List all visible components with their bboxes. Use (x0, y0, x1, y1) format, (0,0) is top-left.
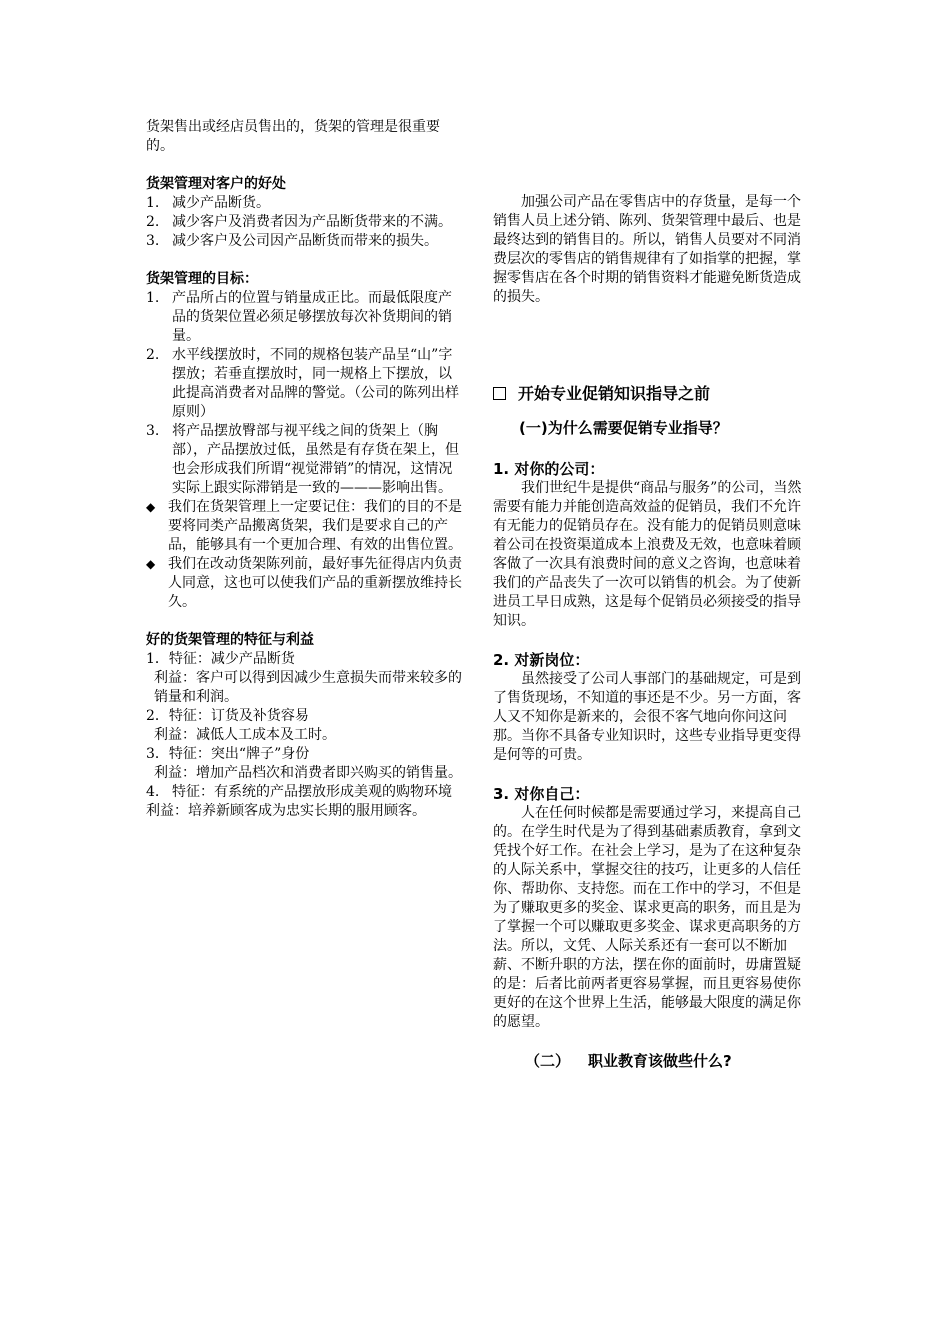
feature-line: 3．特征：突出“牌子”身份 (146, 746, 310, 762)
features-list (146, 650, 464, 821)
benefit-line: 利益：培养新顾客成为忠实长期的服用顾客。 (146, 803, 426, 819)
point-heading: 1. 对你的公司： (493, 460, 605, 478)
intro-paragraph: 货架售出或经店员售出的，货架的管理是很重要的。 (146, 119, 440, 154)
subsection-title: （二） 职业教育该做些什么? (525, 1052, 732, 1070)
feature-line: 2．特征：订货及补货容易 (146, 708, 309, 724)
right-column (493, 193, 811, 1071)
features-heading: 好的货架管理的特征与利益 (146, 632, 314, 648)
point-paragraph: 人在任何时候都是需要通过学习，来提高自己的。在学生时代是为了得到基础素质教育，拿到文凭找个好工作。在社会上学习，是为了在这种复杂的人际关系中，掌握交往的技巧，让更多的人信任你、帮助你、支持您。而在工作中的学习，不但是为了赚取更多的奖金、谋求更高的职务，而且是为了掌握一个可以赚取更多奖金、谋求更高职务的方法。所以，文凭、人际关系还有一套可以不断加薪、不断升职的方法，摆在你的面前时，毋庸置疑的是：后者比前两者更容易掌握，而且更容易使你更好的在这个世界上生活，能够最大限度的满足你的愿望。 (493, 805, 801, 1030)
point-paragraph: 虽然接受了公司人事部门的基础规定，可是到了售货现场，不知道的事还是不少。另一方面，客人又不知你是新来的，会很不客气地向你问这问那。当你不具备专业知识时，这些专业指导更变得是何等的可贵。 (493, 671, 801, 763)
subsection-title: (一)为什么需要促销专业指导？ (519, 419, 728, 437)
list-item: 2. 水平线摆放时，不同的规格包装产品呈“山”字摆放；若垂直摆放时，同一规格上下摆放，以此提高消费者对品牌的警觉。（公司的陈列出样原则） (146, 347, 459, 420)
list-item: 3. 将产品摆放臀部与视平线之间的货架上（胸部），产品摆放过低，虽然是有存货在架上，但也会形成我们所谓“视觉滞销”的情况，这情况实际上跟实际滞销是一致的———影响出售。 (146, 423, 459, 496)
left-column (146, 118, 464, 821)
list-item: 3. 减少客户及公司因产品断货而带来的损失。 (146, 233, 438, 249)
goals-heading: 货架管理的目标： (146, 271, 258, 287)
checkbox-square-icon (493, 387, 506, 400)
notes-list (146, 498, 464, 612)
benefits-heading: 货架管理对客户的好处 (146, 176, 286, 192)
feature-line: 1．特征：减少产品断货 (146, 651, 295, 667)
list-item: ◆ 我们在改动货架陈列前，最好事先征得店内负责人同意，这也可以使我们产品的重新摆放维持长久。 (146, 556, 462, 610)
benefit-line: 利益：减低人工成本及工时。 (154, 727, 336, 743)
point-heading: 2. 对新岗位： (493, 651, 590, 669)
section-title: 开始专业促销知识指导之前 (493, 383, 811, 405)
point-heading: 3. 对你自己： (493, 785, 590, 803)
stock-paragraph: 加强公司产品在零售店中的存货量，是每一个销售人员上述分销、陈列、货架管理中最后、也是最终达到的销售目的。所以，销售人员要对不同消费层次的零售店的销售规律有了如指掌的把握，掌握零售店在各个时期的销售资料才能避免断货造成的损失。 (493, 194, 801, 305)
list-item: 1. 产品所占的位置与销量成正比。而最低限度产品的货架位置必须足够摆放每次补货期间的销量。 (146, 290, 452, 344)
benefits-list (146, 194, 464, 251)
diamond-bullet-icon: ◆ (146, 557, 156, 571)
goals-list (146, 289, 464, 498)
list-item: 1. 减少产品断货。 (146, 195, 270, 211)
list-item: ◆ 我们在货架管理上一定要记住：我们的目的不是要将同类产品搬离货架，我们是要求自己的产品，能够具有一个更加合理、有效的出售位置。 (146, 499, 462, 553)
benefit-line: 利益：客户可以得到因减少生意损失而带来较多的销量和利润。 (154, 670, 462, 705)
benefit-line: 利益：增加产品档次和消费者即兴购买的销售量。 (154, 765, 462, 781)
list-item: 4. 特征：有系统的产品摆放形成美观的购物环境 (146, 784, 452, 800)
list-item: 2. 减少客户及消费者因为产品断货带来的不满。 (146, 214, 452, 230)
point-paragraph: 我们世纪牛是提供“商品与服务”的公司，当然需要有能力并能创造高效益的促销员，我们不允许有无能力的促销员存在。没有能力的促销员则意味着公司在投资渠道成本上浪费及无效，也意味着顾客做了一次具有浪费时间的意义之咨询，也意味着我们的产品丧失了一次可以销售的机会。为了使新进员工早日成熟，这是每个促销员必须接受的指导知识。 (493, 480, 802, 629)
diamond-bullet-icon: ◆ (146, 500, 156, 514)
